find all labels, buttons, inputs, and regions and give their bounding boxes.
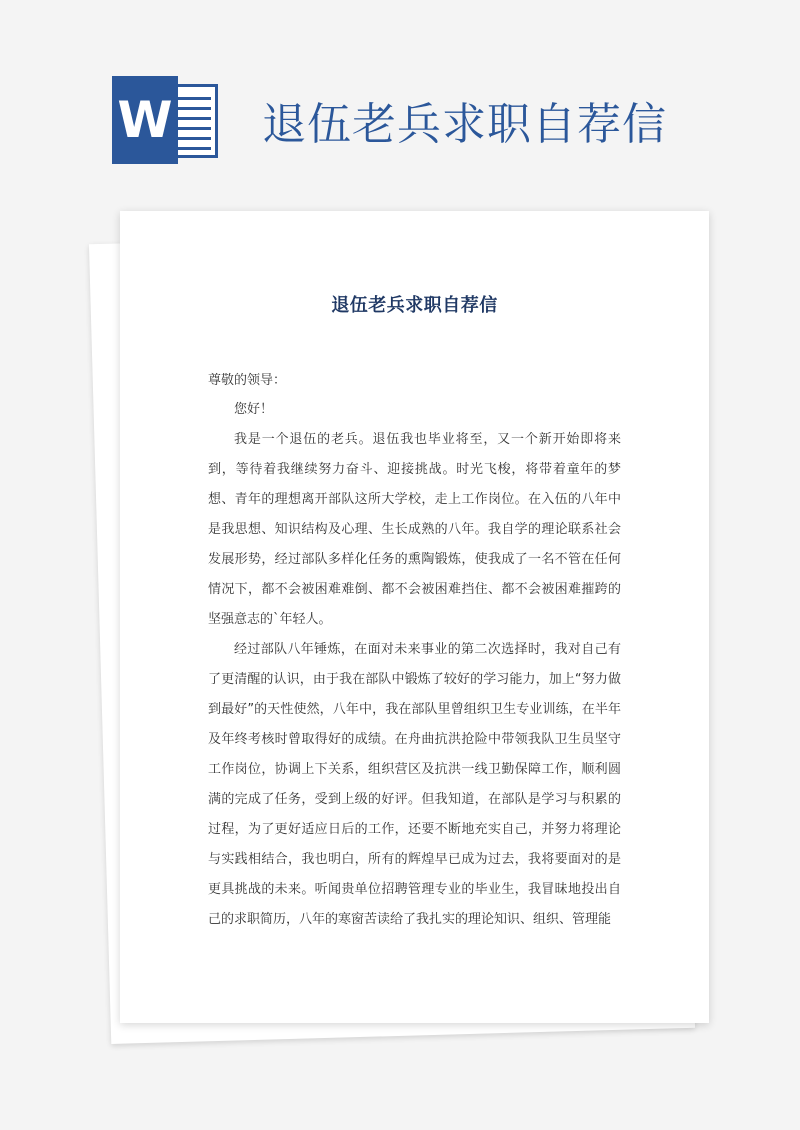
body-paragraph-2: 经过部队八年锤炼，在面对未来事业的第二次选择时，我对自己有了更清醒的认识，由于我在部队中锻炼了较好的学习能力，加上“努力做到最好”的天性使然，八年中，我在部队里曾组织卫生专业训练，在半年及年终考核时曾取得好的成绩。在舟曲抗洪抢险中带领我队卫生员坚守工作岗位，协调上下关系，组织营区及抗洪一线卫勤保障工作，顺利圆满的完成了任务，受到上级的好评。但我知道，在部队是学习与积累的过程，为了更好适应日后的工作，还要不断地充实自己，并努力将理论与实践相结合，我也明白，所有的辉煌早已成为过去，我将要面对的是更具挑战的未来。听闻贵单位招聘管理专业的毕业生，我冒昧地投出自己的求职简历，八年的寒窗苦读给了我扎实的理论知识、组织、管理能 xyxy=(208,642,621,927)
document-title: 退伍老兵求职自荐信 xyxy=(331,295,498,316)
word-document-icon xyxy=(112,76,218,164)
salutation: 尊敬的领导： xyxy=(208,373,287,388)
word-logo-badge xyxy=(112,76,178,164)
header-title: 退伍老兵求职自荐信 xyxy=(262,99,667,150)
greeting: 您好！ xyxy=(234,402,274,417)
document-page xyxy=(120,211,709,1023)
word-logo-letter: W xyxy=(117,91,173,149)
body-paragraph-1: 我是一个退伍的老兵。退伍我也毕业将至，又一个新开始即将来到，等待着我继续努力奋斗、迎接挑战。时光飞梭，将带着童年的梦想、青年的理想离开部队这所大学校，走上工作岗位。在入伍的八年中是我思想、知识结构及心理、生长成熟的八年。我自学的理论联系社会发展形势，经过部队多样化任务的熏陶锻炼，使我成了一名不管在任何情况下，都不会被困难难倒、都不会被困难挡住、都不会被困难摧跨的坚强意志的`年轻人。 xyxy=(208,432,621,627)
page-header xyxy=(0,0,800,200)
